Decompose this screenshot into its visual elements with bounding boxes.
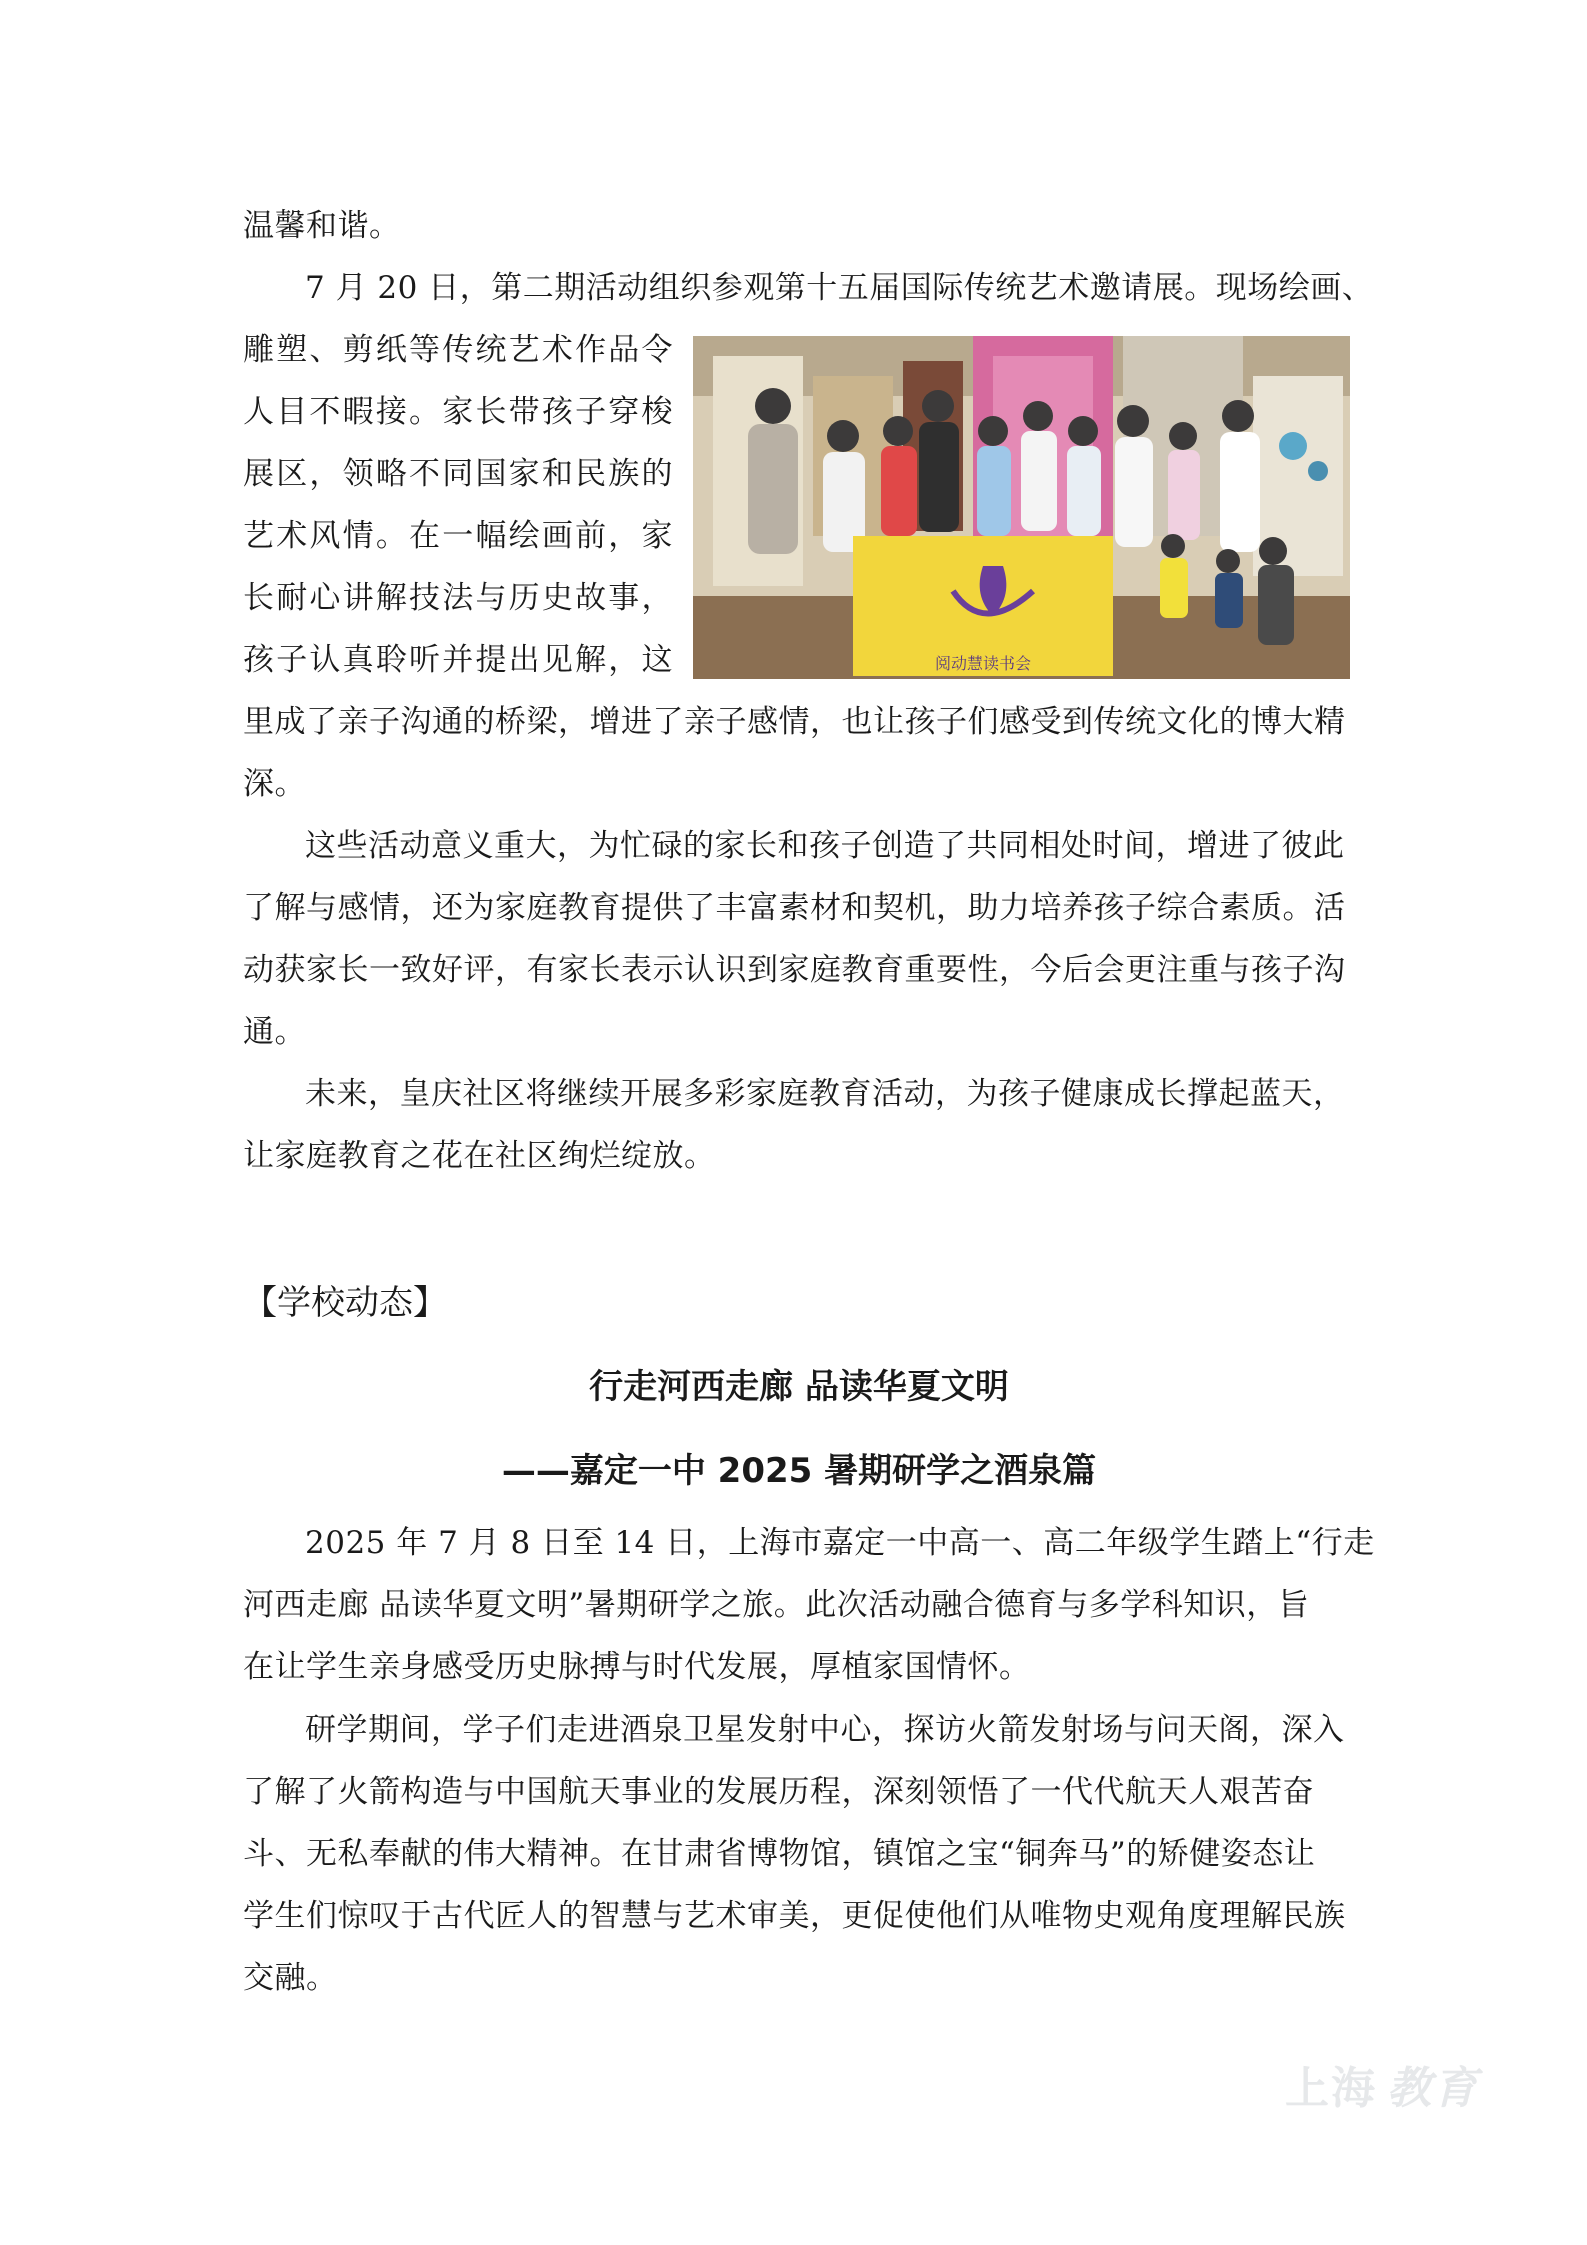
text-line: 未来，皇庆社区将继续开展多彩家庭教育活动，为孩子健康成长撑起蓝天， bbox=[305, 1076, 1345, 1112]
text-line: 通。 bbox=[243, 1014, 306, 1050]
text-line: 交融。 bbox=[243, 1960, 338, 1996]
text-line: 了解与感情，还为家庭教育提供了丰富素材和契机，助力培养孩子综合素质。活 bbox=[243, 890, 1346, 926]
paragraph-top bbox=[243, 195, 1374, 319]
photo-illustration bbox=[693, 336, 1350, 679]
text-line: 这些活动意义重大，为忙碌的家长和孩子创造了共同相处时间，增进了彼此 bbox=[305, 828, 1345, 864]
wrapped-paragraph bbox=[243, 319, 673, 691]
text-line: 孩子认真聆听并提出见解，这 bbox=[243, 642, 673, 678]
text-line: 雕塑、剪纸等传统艺术作品令 bbox=[243, 332, 673, 368]
watermark-text-a: 上海 bbox=[1285, 2063, 1377, 2114]
text-line: 河西走廊 品读华夏文明”暑期研学之旅。此次活动融合德育与多学科知识，旨 bbox=[243, 1587, 1310, 1623]
paragraph-meaning bbox=[243, 815, 1355, 1063]
paragraph-after-photo bbox=[243, 691, 1355, 815]
text-line: 斗、无私奉献的伟大精神。在甘肃省博物馆，镇馆之宝“铜奔马”的矫健姿态让 bbox=[243, 1836, 1316, 1872]
text-line: 里成了亲子沟通的桥梁，增进了亲子感情，也让孩子们感受到传统文化的博大精 bbox=[243, 704, 1346, 740]
article-title: 行走河西走廊 品读华夏文明 bbox=[589, 1367, 1009, 1407]
paragraph-future bbox=[243, 1063, 1355, 1187]
text-line: 7 月 20 日，第二期活动组织参观第十五届国际传统艺术邀请展。现场绘画、 bbox=[305, 270, 1374, 306]
text-line: 艺术风情。在一幅绘画前，家 bbox=[243, 518, 673, 554]
group-photo bbox=[693, 336, 1350, 679]
text-line: 学生们惊叹于古代匠人的智慧与艺术审美，更促使他们从唯物史观角度理解民族 bbox=[243, 1898, 1346, 1934]
text-line: 人目不暇接。家长带孩子穿梭 bbox=[243, 394, 673, 430]
text-line: 了解了火箭构造与中国航天事业的发展历程，深刻领悟了一代代航天人艰苦奋 bbox=[243, 1774, 1314, 1810]
text-line: 展区，领略不同国家和民族的 bbox=[243, 456, 673, 492]
text-line: 2025 年 7 月 8 日至 14 日，上海市嘉定一中高一、高二年级学生踏上“行走 bbox=[305, 1525, 1375, 1561]
paragraph-school-2 bbox=[243, 1699, 1355, 2009]
article-subtitle: ——嘉定一中 2025 暑期研学之酒泉篇 bbox=[501, 1451, 1097, 1491]
text-line: 深。 bbox=[243, 766, 306, 802]
banner-text: 阅动慧读书会 bbox=[934, 654, 1032, 673]
text-line: 长耐心讲解技法与历史故事， bbox=[243, 580, 673, 616]
section-heading: 【学校动态】 bbox=[243, 1283, 447, 1323]
paragraph-school-1 bbox=[243, 1512, 1375, 1698]
text-line: 温馨和谐。 bbox=[243, 208, 401, 244]
text-line: 在让学生亲身感受历史脉搏与时代发展，厚植家国情怀。 bbox=[243, 1649, 1031, 1685]
text-line: 让家庭教育之花在社区绚烂绽放。 bbox=[243, 1138, 716, 1174]
watermark-text-b: 教育 bbox=[1387, 2063, 1479, 2114]
text-line: 研学期间，学子们走进酒泉卫星发射中心，探访火箭发射场与问天阁，深入 bbox=[305, 1712, 1345, 1748]
watermark-logo bbox=[1285, 2052, 1479, 2116]
text-line: 动获家长一致好评，有家长表示认识到家庭教育重要性，今后会更注重与孩子沟 bbox=[243, 952, 1346, 988]
